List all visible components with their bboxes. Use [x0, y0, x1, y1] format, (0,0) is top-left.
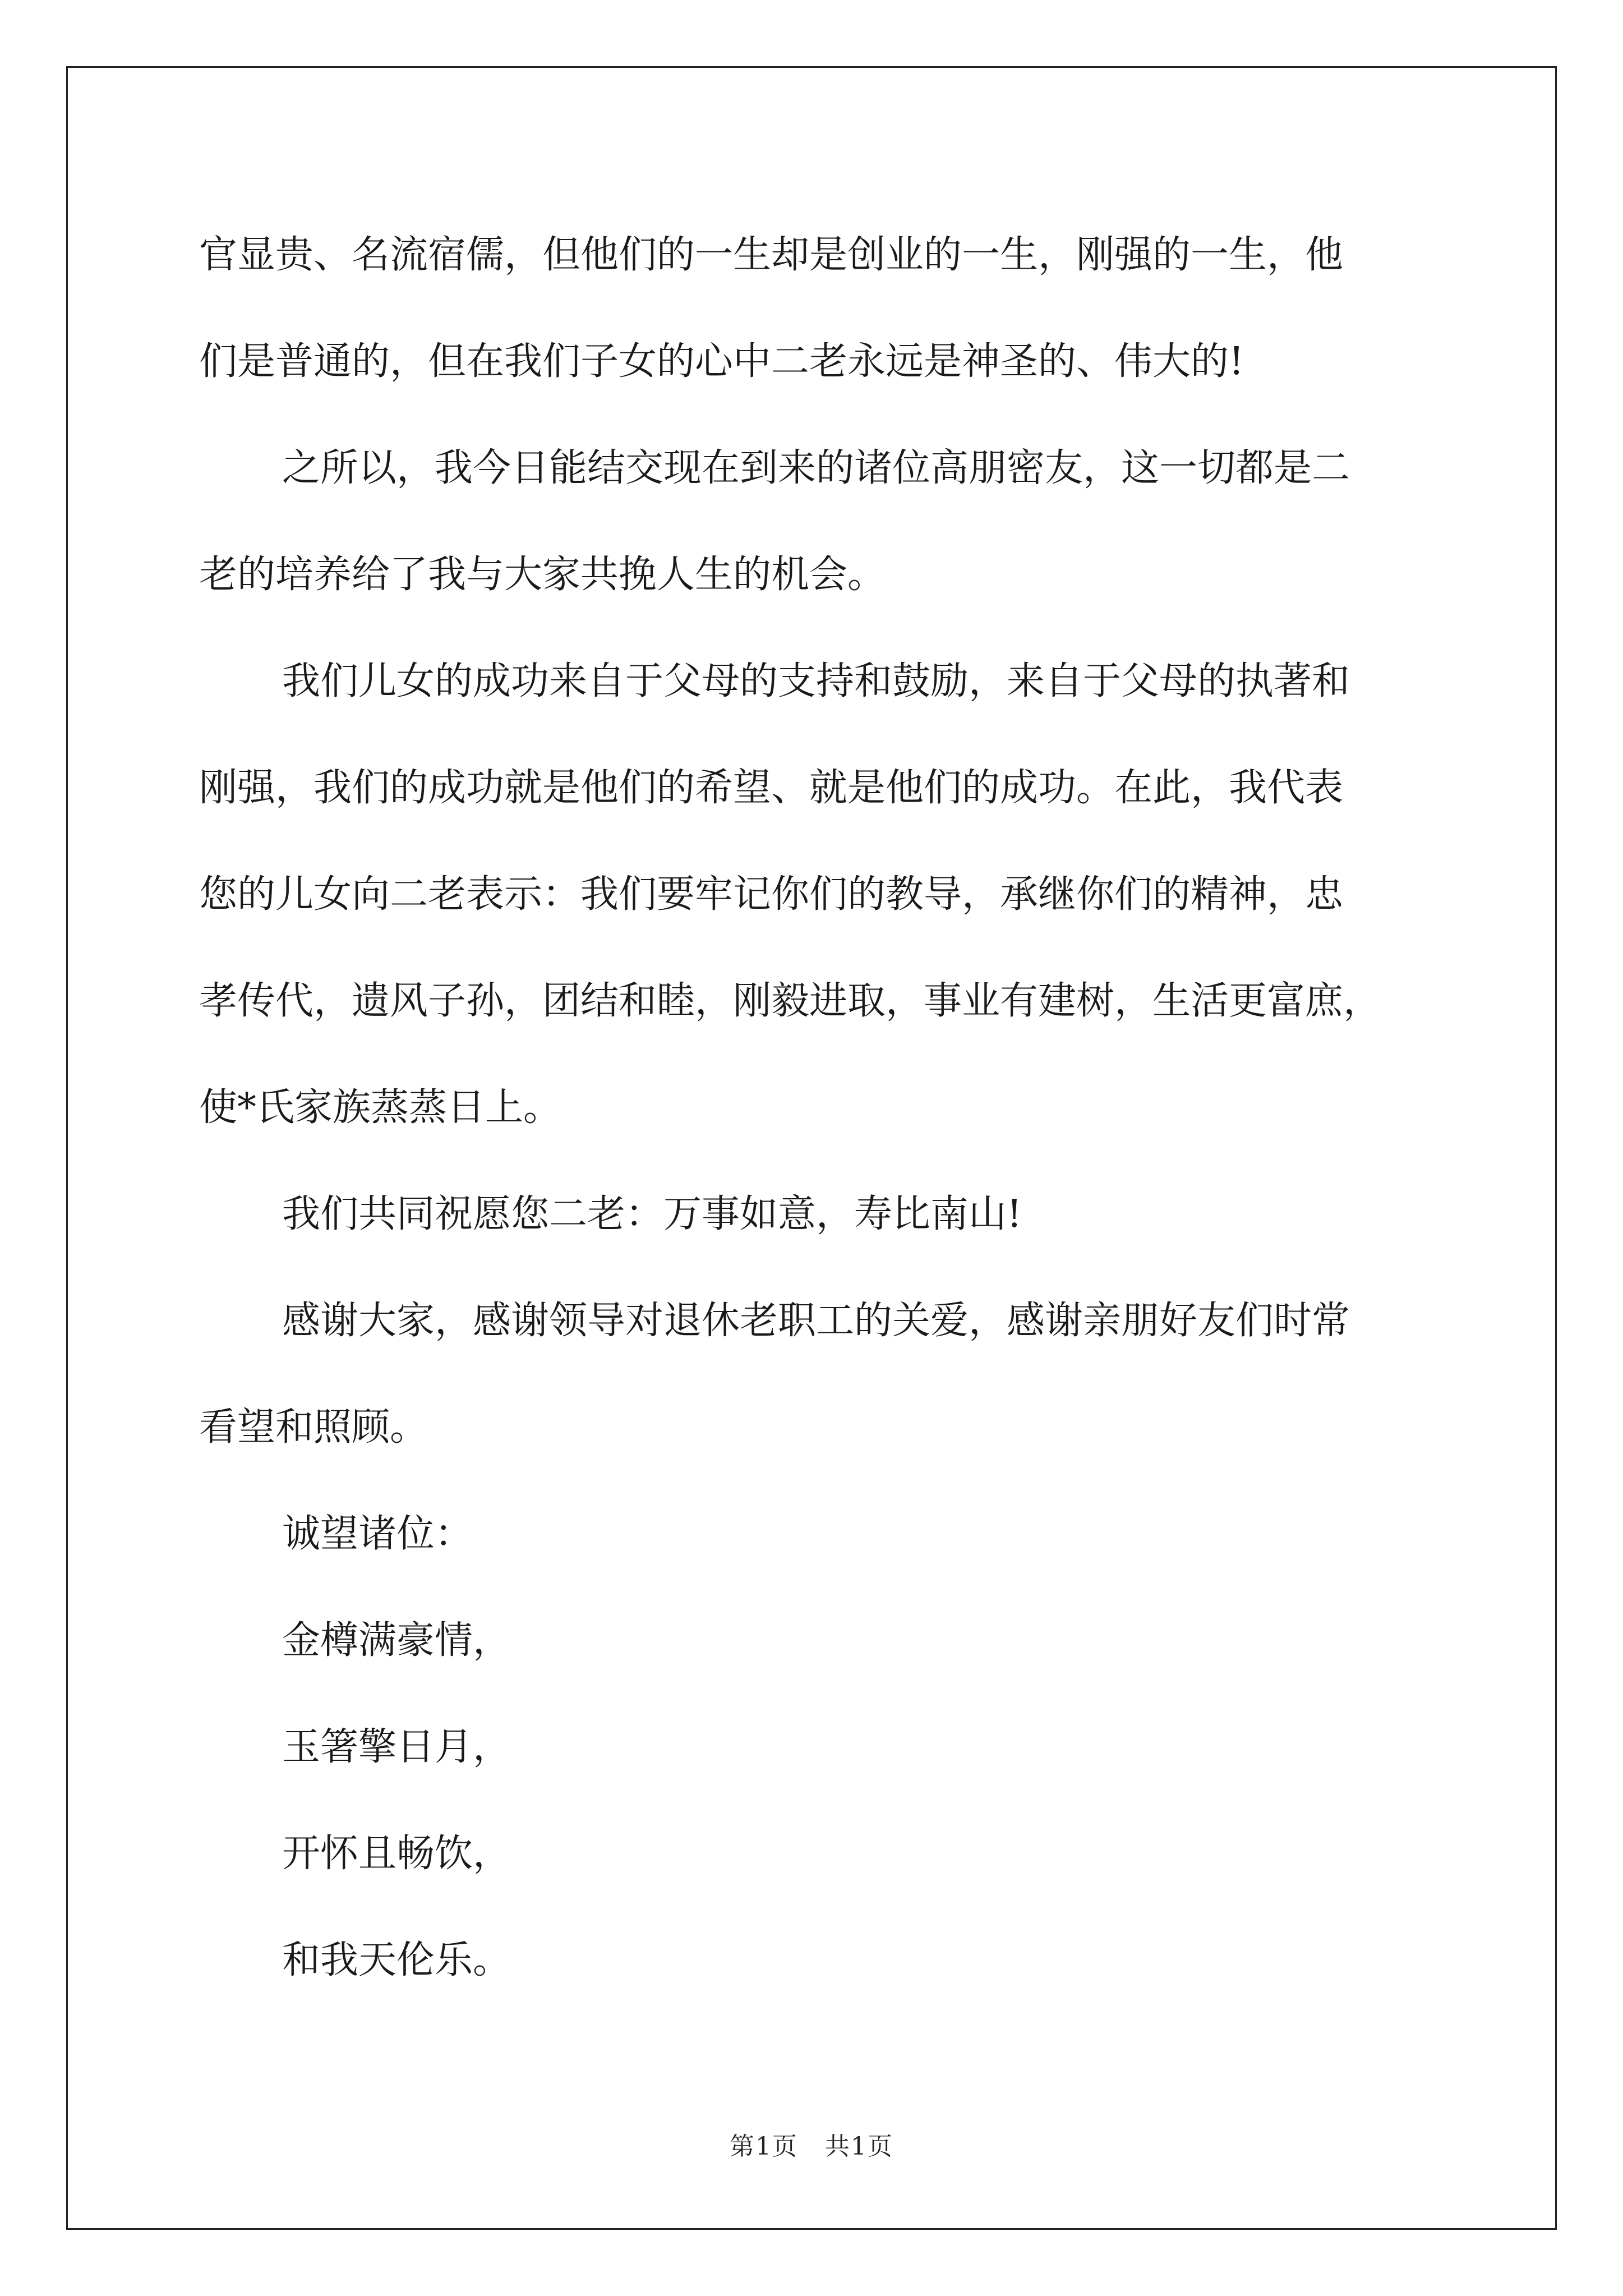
document-body [199, 202, 1455, 2014]
text-line: 开怀且畅饮， [282, 1832, 511, 1876]
text-line: 诚望诸位： [282, 1512, 473, 1556]
text-line: 我们共同祝愿您二老：万事如意，寿比南山! [282, 1192, 1022, 1236]
page-number-current: 第1页 [730, 2132, 798, 2161]
text-line: 之所以，我今日能结交现在到来的诸位高朋密友，这一切都是二 [282, 446, 1350, 490]
page-footer [0, 2126, 1623, 2162]
text-line: 们是普通的，但在我们子女的心中二老永远是神圣的、伟大的! [199, 339, 1244, 384]
text-line: 刚强，我们的成功就是他们的希望、就是他们的成功。在此，我代表 [199, 766, 1344, 810]
text-line: 看望和照顾。 [199, 1405, 428, 1450]
text-line: 您的儿女向二老表示：我们要牢记你们的教导，承继你们的精神，忠 [199, 872, 1344, 917]
text-line: 使*氏家族蒸蒸日上。 [199, 1085, 562, 1130]
text-line: 老的培养给了我与大家共挽人生的机会。 [199, 553, 886, 597]
text-line: 官显贵、名流宿儒，但他们的一生却是创业的一生，刚强的一生，他 [199, 233, 1344, 277]
text-line: 玉箸擎日月， [282, 1725, 511, 1769]
text-line: 金樽满豪情， [282, 1618, 511, 1663]
text-line: 和我天伦乐。 [282, 1938, 511, 1982]
text-line: 我们儿女的成功来自于父母的支持和鼓励，来自于父母的执著和 [282, 659, 1350, 703]
text-line: 感谢大家，感谢领导对退休老职工的关爱，感谢亲朋好友们时常 [282, 1299, 1350, 1343]
text-line: 孝传代，遗风子孙，团结和睦，刚毅进取，事业有建树，生活更富庶， [199, 979, 1382, 1023]
page-number-total: 共1页 [825, 2132, 893, 2161]
